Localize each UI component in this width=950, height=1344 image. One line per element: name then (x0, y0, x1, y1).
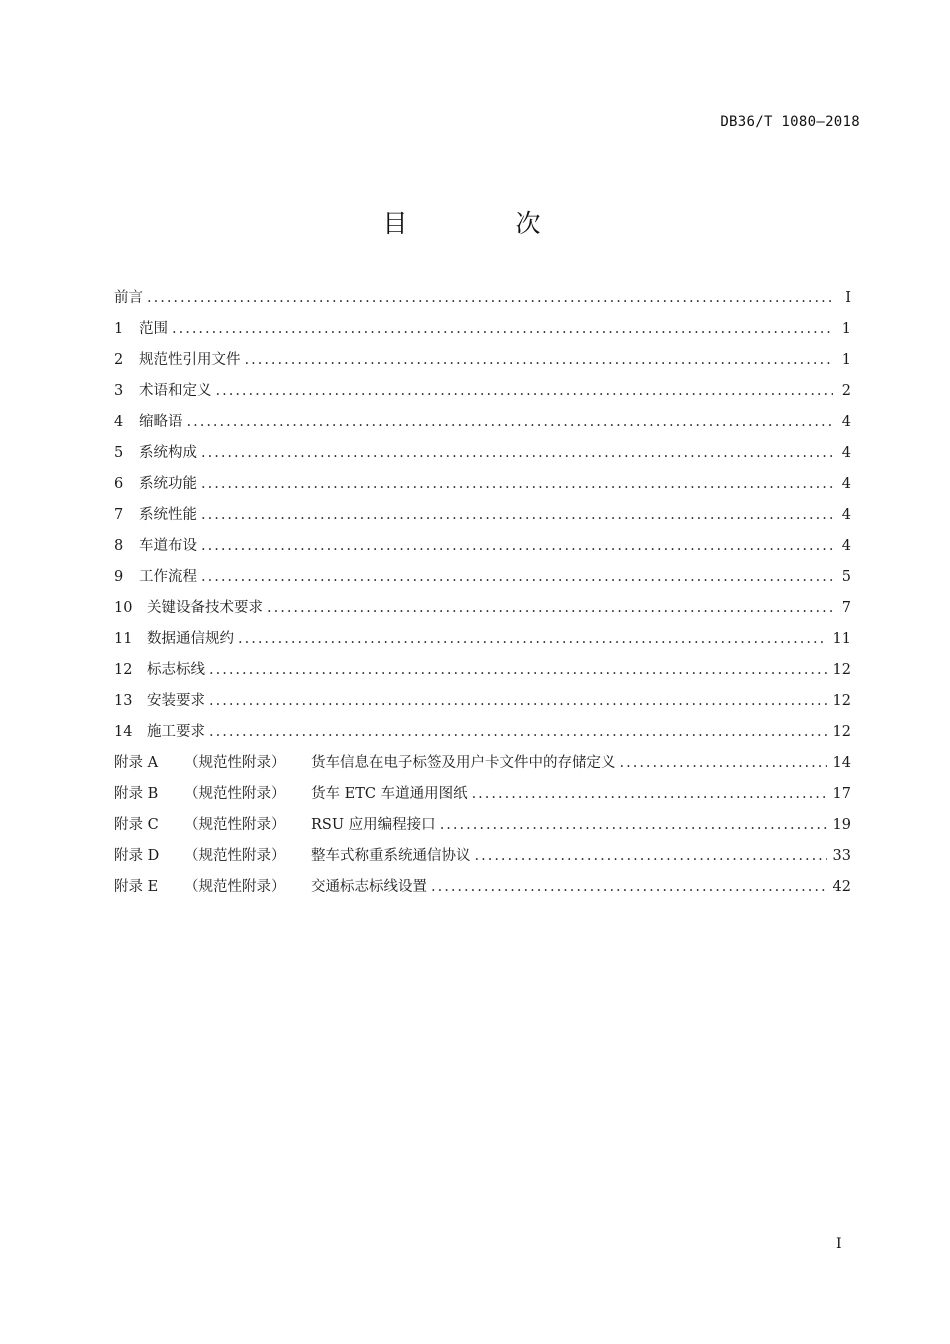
toc-entry-page: 12 (832, 724, 851, 740)
toc-entry-label: 货车信息在电子标签及用户卡文件中的存储定义 (311, 755, 616, 771)
toc-entry-number: 10 (114, 600, 133, 616)
toc-entry-page: 12 (832, 662, 851, 678)
toc-entry[interactable] (114, 472, 851, 503)
toc-leader-dots (201, 565, 833, 589)
toc-entry-number: 8 (114, 538, 124, 554)
standard-code: DB36/T 1080—2018 (720, 114, 860, 130)
toc-entry[interactable] (114, 875, 851, 906)
toc-entry-page: 11 (832, 631, 851, 647)
toc-entry-label: 系统功能 (139, 476, 197, 492)
toc-entry-appendix-type: （规范性附录） (184, 848, 286, 864)
toc-leader-dots (475, 844, 827, 868)
toc-entry[interactable] (114, 844, 851, 875)
toc-entry[interactable] (114, 565, 851, 596)
toc-leader-dots (201, 441, 833, 465)
toc-entry[interactable] (114, 534, 851, 565)
toc-entry-number: 11 (114, 631, 133, 647)
toc-entry-appendix-type: （规范性附录） (184, 817, 286, 833)
toc-entry-label: 前言 (114, 290, 143, 306)
toc-entry-label: 系统构成 (139, 445, 197, 461)
toc-entry-label: 车道布设 (139, 538, 197, 554)
toc-entry-page: 42 (832, 879, 851, 895)
toc-entry[interactable] (114, 720, 851, 751)
toc-entry[interactable] (114, 627, 851, 658)
toc-entry-page: 4 (841, 507, 851, 523)
toc-entry[interactable] (114, 348, 851, 379)
toc-entry-label: RSU 应用编程接口 (311, 817, 436, 833)
toc-entry-page: 1 (841, 352, 851, 368)
toc-entry-label: 货车 ETC 车道通用图纸 (311, 786, 468, 802)
toc-leader-dots (267, 596, 833, 620)
toc-entry-number: 14 (114, 724, 133, 740)
toc-leader-dots (209, 689, 827, 713)
toc-leader-dots (209, 658, 827, 682)
toc-entry[interactable] (114, 813, 851, 844)
toc-entry-number: 1 (114, 321, 124, 337)
toc-entry-appendix-type: （规范性附录） (184, 755, 286, 771)
toc-entry-number: 附录 D (114, 848, 160, 864)
toc-entry-number: 2 (114, 352, 124, 368)
toc-entry-page: 2 (841, 383, 851, 399)
toc-leader-dots (172, 317, 833, 341)
toc-entry-number: 3 (114, 383, 124, 399)
toc-entry-number: 附录 B (114, 786, 159, 802)
toc-entry-page: 4 (841, 538, 851, 554)
toc-leader-dots (187, 410, 834, 434)
toc-entry-number: 6 (114, 476, 124, 492)
toc-title: 目 次 (382, 209, 591, 238)
toc-entry-page: 5 (841, 569, 851, 585)
toc-leader-dots (201, 472, 833, 496)
toc-entry[interactable] (114, 410, 851, 441)
toc-entry-number: 13 (114, 693, 133, 709)
toc-leader-dots (440, 813, 827, 837)
toc-entry-label: 标志标线 (147, 662, 205, 678)
toc-entry-label: 交通标志标线设置 (311, 879, 427, 895)
toc-leader-dots (245, 348, 834, 372)
toc-entry[interactable] (114, 441, 851, 472)
toc-entry-label: 术语和定义 (139, 383, 212, 399)
toc-entry-number: 附录 E (114, 879, 159, 895)
toc-entry[interactable] (114, 286, 851, 317)
toc-entry[interactable] (114, 596, 851, 627)
toc-entry-number: 附录 A (114, 755, 159, 771)
toc-entry-label: 施工要求 (147, 724, 205, 740)
toc-leader-dots (238, 627, 827, 651)
toc-entry-label: 系统性能 (139, 507, 197, 523)
toc-entry-label: 缩略语 (139, 414, 183, 430)
toc-entry-page: 19 (832, 817, 851, 833)
toc-entry[interactable] (114, 503, 851, 534)
toc-entry[interactable] (114, 658, 851, 689)
toc-entry-page: 4 (841, 414, 851, 430)
toc-entry-page: 4 (841, 476, 851, 492)
toc-entry-number: 4 (114, 414, 124, 430)
toc-entry-page: 14 (832, 755, 851, 771)
toc-leader-dots (620, 751, 827, 775)
toc-entry-page: 33 (832, 848, 851, 864)
toc-entry[interactable] (114, 751, 851, 782)
toc-entry-label: 安装要求 (147, 693, 205, 709)
toc-entry[interactable] (114, 317, 851, 348)
toc-entry-number: 5 (114, 445, 124, 461)
toc-entry[interactable] (114, 782, 851, 813)
toc-leader-dots (201, 534, 833, 558)
toc-entry[interactable] (114, 689, 851, 720)
toc-entry-label: 关键设备技术要求 (147, 600, 263, 616)
toc-entry-number: 附录 C (114, 817, 159, 833)
toc-entry-label: 数据通信规约 (147, 631, 234, 647)
toc-entry-appendix-type: （规范性附录） (184, 879, 286, 895)
toc-leader-dots (472, 782, 827, 806)
toc-entry-number: 7 (114, 507, 124, 523)
toc-leader-dots (209, 720, 827, 744)
toc-entry-number: 9 (114, 569, 124, 585)
toc-leader-dots (147, 286, 833, 310)
toc-entry-page: 7 (841, 600, 851, 616)
toc-entry-page: 4 (841, 445, 851, 461)
toc-entry-appendix-type: （规范性附录） (184, 786, 286, 802)
toc-entry-label: 工作流程 (139, 569, 197, 585)
toc-leader-dots (216, 379, 834, 403)
table-of-contents (114, 286, 851, 906)
toc-entry-page: I (845, 290, 851, 306)
toc-entry-label: 整车式称重系统通信协议 (311, 848, 471, 864)
toc-entry-label: 规范性引用文件 (139, 352, 241, 368)
page-number: I (836, 1236, 842, 1252)
toc-entry-label: 范围 (139, 321, 168, 337)
toc-leader-dots (201, 503, 833, 527)
toc-entry-page: 17 (832, 786, 851, 802)
toc-entry[interactable] (114, 379, 851, 410)
toc-entry-page: 12 (832, 693, 851, 709)
toc-leader-dots (431, 875, 827, 899)
toc-entry-number: 12 (114, 662, 133, 678)
toc-entry-page: 1 (841, 321, 851, 337)
